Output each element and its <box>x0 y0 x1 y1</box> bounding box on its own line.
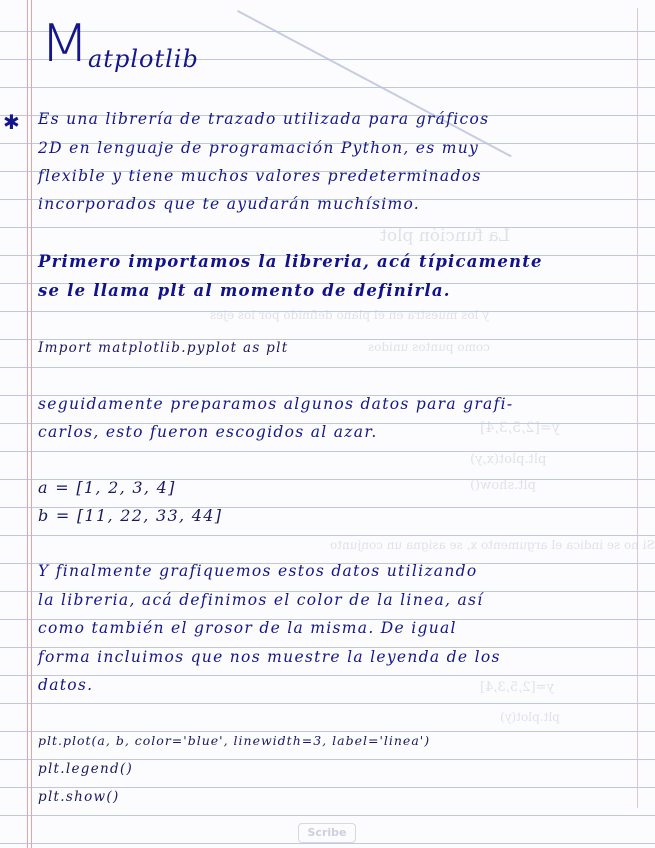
show-code: plt.show() <box>38 789 120 805</box>
bleed-through: Si no se indica el argumento x, se asigna un conjunto <box>330 538 655 552</box>
data-line: carlos, esto fueron escogidos al azar. <box>38 423 378 441</box>
import-line: Primero importamos la libreria, acá típicamente <box>38 252 543 271</box>
pen-stroke <box>237 10 512 157</box>
title-initial: M <box>40 14 88 74</box>
star-bullet-icon: ✱ <box>3 110 20 134</box>
bleed-through: plt.show() <box>470 478 536 493</box>
page-edge-line <box>637 8 638 808</box>
margin-line <box>31 0 32 848</box>
data-line: seguidamente preparamos algunos datos para grafi- <box>38 395 514 413</box>
bleed-through: como puntos unidos <box>368 340 490 354</box>
bleed-through: y los muestra en el plano definido por los ejes <box>210 308 490 322</box>
brand-logo: Scribe <box>298 823 356 843</box>
import-line: se le llama plt al momento de definirla. <box>38 281 451 300</box>
final-line: datos. <box>38 676 94 694</box>
final-line: como también el grosor de la misma. De igual <box>38 619 457 637</box>
margin-line <box>27 0 28 848</box>
bleed-through: plt.plot(y) <box>500 710 560 724</box>
plot-code: plt.plot(a, b, color='blue', linewidth=3, label='linea') <box>38 733 431 748</box>
bleed-through: y=[2,5,3,4] <box>480 680 554 695</box>
intro-line: flexible y tiene muchos valores predeterminados <box>38 167 482 185</box>
final-line: forma incluimos que nos muestre la leyenda de los <box>38 648 501 666</box>
data-code-a: a = [1, 2, 3, 4] <box>38 478 176 497</box>
bleed-through: La función plot <box>380 226 510 246</box>
import-code: Import matplotlib.pyplot as plt <box>38 340 289 356</box>
intro-line: Es una librería de trazado utilizada para gráficos <box>38 110 490 128</box>
legend-code: plt.legend() <box>38 761 134 777</box>
data-code-b: b = [11, 22, 33, 44] <box>38 506 223 525</box>
final-line: la libreria, acá definimos el color de la linea, así <box>38 591 484 609</box>
page-title: atplotlib <box>88 45 199 73</box>
bleed-through: plt.plot(x,y) <box>470 452 547 467</box>
final-line: Y finalmente grafiquemos estos datos utilizando <box>38 562 478 580</box>
intro-line: incorporados que te ayudarán muchísimo. <box>38 195 421 213</box>
bleed-through: y=[2,5,3,4] <box>480 420 560 436</box>
intro-line: 2D en lenguaje de programación Python, es muy <box>38 139 480 157</box>
